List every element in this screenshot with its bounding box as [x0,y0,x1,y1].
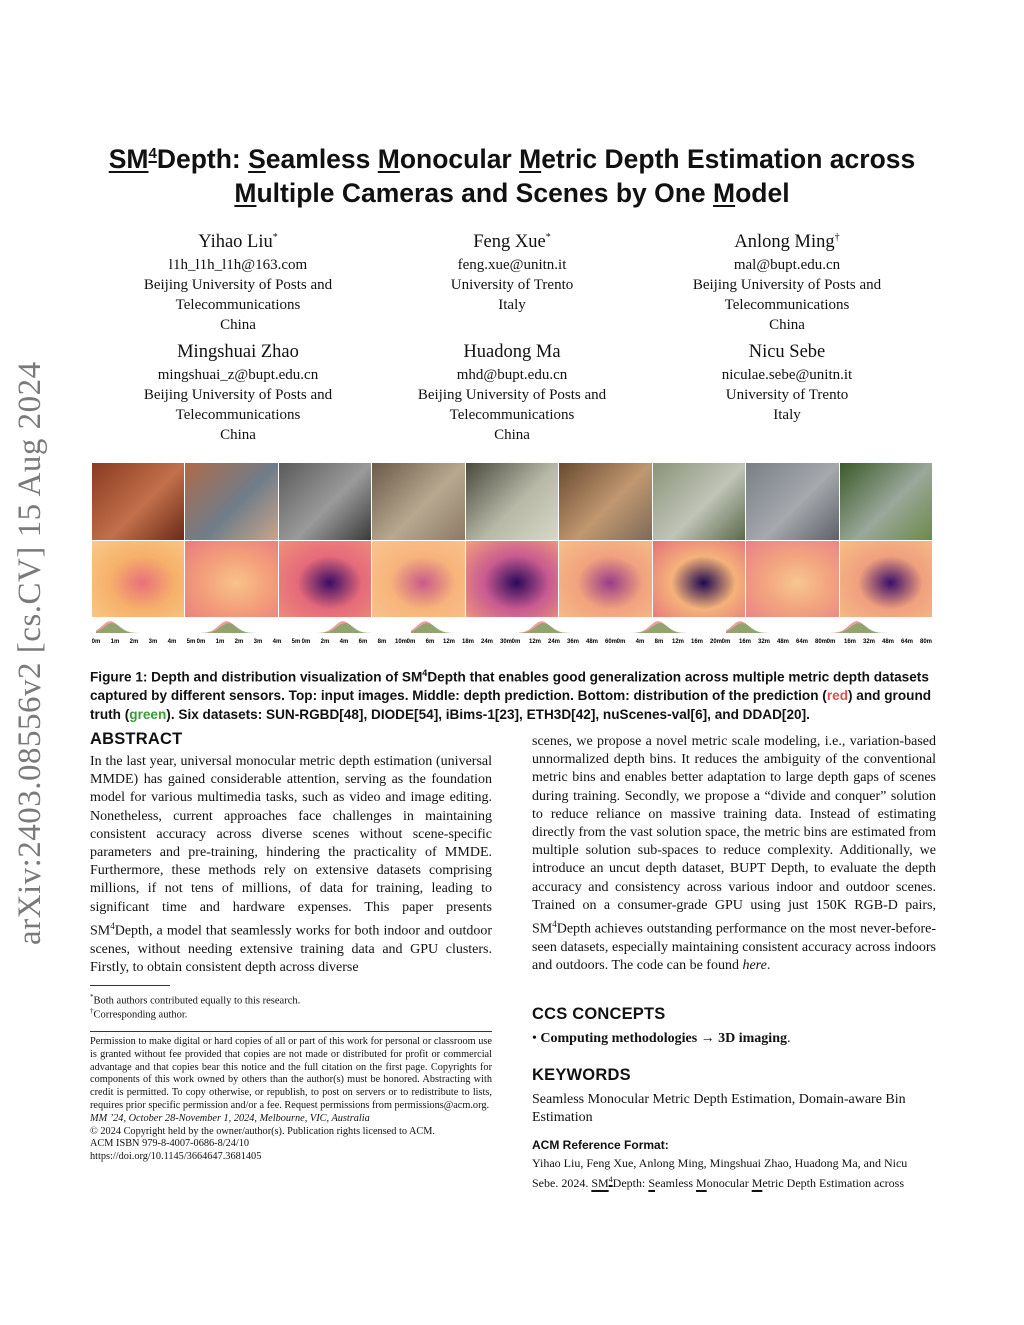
author-email: mingshuai_z@bupt.edu.cn [157,367,319,383]
venue-line: MM ’24, October 28-November 1, 2024, Melbourne, VIC, Australia [90,1112,370,1124]
ref-part: M [696,1175,707,1190]
ref-sup: 4 [608,1174,613,1184]
abstract-part: Depth, a model that seamlessly works for both indoor and outdoor scenes, without needing extensive training data and GPU clusters. Firstly, to obtain consistent depth across diverse [90,923,492,975]
author-email: niculae.sebe@unitn.it [721,367,853,383]
histogram-tick-label: 24m [480,639,494,645]
caption-text: ) and ground truth ( [90,688,932,722]
input-image-3 [279,463,371,540]
footnote-mark: * [90,993,94,1001]
author-affiliation: Telecommunications [175,297,301,314]
author-affiliation: Beijing University of Posts and [143,387,333,403]
histogram-tick-label: 80m [814,639,828,645]
histogram-tick-label: 8m [377,639,387,645]
abstract-part: Depth achieves outstanding performance on the most never-before-seen datasets, especially maintaining consistent accuracy across indoors and outdoors. The code can be found [532,921,936,974]
abstract-right-column [532,733,936,975]
author-affiliation: Beijing University of Posts and [143,277,333,294]
histogram-tick-label: 0m [301,639,311,645]
caption-sup: 4 [422,668,428,678]
keywords-heading: KEYWORDS [532,1066,631,1084]
permission-block [90,1036,492,1164]
reference-format-line [532,1172,936,1192]
footnote-text: Corresponding author. [93,1009,188,1021]
author-block [657,339,917,425]
author-mark: † [834,232,840,243]
histogram-tick-label: 12m [442,639,456,645]
abstract-left-column [90,730,492,977]
histogram-tick-label: 8m [654,639,664,645]
caption-green-word: green [129,706,167,722]
histogram-tick-label: 24m [547,639,561,645]
author-name: Yihao Liu [198,232,273,253]
histogram-tick-label: 2m [320,639,330,645]
histogram-tick-label: 36m [566,639,580,645]
title-sm: SM [108,143,149,174]
depth-map-6 [559,541,651,617]
author-block [657,225,917,335]
title-part: onocular [399,143,520,174]
author-affiliation: Beijing University of Posts and [692,277,882,294]
histogram-tick-label: 3m [253,639,263,645]
author-affiliation: University of Trento [725,387,849,403]
ccs-section [532,1005,936,1048]
author-country: China [220,427,256,443]
histogram-tick-label: 12m [528,639,542,645]
footnote-text: Both authors contributed equally to this research. [93,995,301,1007]
histogram-tick-label: 0m [721,639,731,645]
author-email: mal@bupt.edu.cn [733,257,841,274]
reference-format-line: Yihao Liu, Feng Xue, Anlong Ming, Mingshuai Zhao, Huadong Ma, and Nicu [532,1156,908,1170]
isbn-line: ACM ISBN 979-8-4007-0686-8/24/10 [90,1138,250,1150]
ref-part: onocular [706,1175,752,1190]
histogram-tick-label: 30m [499,639,513,645]
arxiv-stamp: arXiv:2403.08556v2 [cs.CV] 15 Aug 2024 [12,361,48,945]
title-s: S [248,143,266,174]
histogram-tick-label: 16m [690,639,704,645]
histogram-tick-label: 20m [709,639,723,645]
keywords-text: Seamless Monocular Metric Depth Estimation, Domain-aware Bin Estimation [532,1092,906,1126]
title-m: M [519,143,542,174]
ground-truth-distribution-3 [306,623,401,633]
permission-text: Permission to make digital or hard copies of all or part of this work for personal or classroom use is granted without fee provided that copies are not made or distributed for profit or commercial advantage and that copies bear this notice and the full citation on the first page. Copyrights for components of this work owned by others than the author(s) must be honored. Abstracting with credit is permitted. To copy otherwise, or republish, to post on servers or to redistribute to lists, requires prior specific permission and/or a fee. Request permissions from permissions@acm.org. [90,1036,492,1111]
input-image-7 [653,463,745,540]
permission-rule [90,1031,492,1032]
keywords-section [532,1066,936,1127]
ref-part: S [648,1175,656,1190]
ref-part: Depth: [612,1175,649,1190]
depth-map-5 [466,541,558,617]
footnote-corresponding [90,1004,187,1023]
paper-title [80,137,944,210]
ccs-bullet: • [532,1031,541,1046]
histogram-tick-label: 4m [272,639,282,645]
depth-map-9 [840,541,932,617]
title-m: M [377,143,400,174]
ref-part: SM [591,1175,609,1190]
histogram-tick-label: 0m [826,639,836,645]
histogram-tick-label: 64m [900,639,914,645]
reference-format-section [532,1138,936,1191]
histogram-tick-label: 10m [394,639,408,645]
abstract-continuation [532,733,936,975]
ground-truth-distribution-4 [411,623,506,633]
histogram-tick-label: 64m [795,639,809,645]
caption-text: Depth that enables good generalization across multiple metric depth datasets captured by different sensors. Top: input images. Middle: depth prediction. Bottom: distribution of the prediction ( [90,669,929,704]
ground-truth-distribution-6 [621,623,716,633]
caption-text: Figure 1: Depth and distribution visualization of SM [90,669,423,685]
author-country: Italy [773,407,801,423]
histogram-tick-label: 1m [110,639,120,645]
footnote-mark: † [90,1007,94,1015]
author-email: mhd@bupt.edu.cn [456,367,568,383]
depth-prediction-row [92,541,932,617]
histogram-tick-label: 0m [196,639,206,645]
ccs-item [532,1030,936,1048]
author-mark: * [272,232,278,243]
ground-truth-distribution-2 [201,623,296,633]
author-country: China [494,427,530,443]
copyright-line: © 2024 Copyright held by the owner/author(s). Publication rights licensed to ACM. [90,1125,436,1137]
histogram-tick-label: 60m [604,639,618,645]
abstract-sup: 4 [110,920,115,931]
author-country: China [769,317,805,334]
author-email: l1h_l1h_l1h@163.com [168,257,308,274]
ref-part: eamless [655,1175,697,1190]
histogram-tick-label: 80m [919,639,932,645]
histogram-tick-label: 4m [635,639,645,645]
code-link[interactable]: here [742,958,767,974]
reference-format-heading: ACM Reference Format: [532,1138,669,1152]
author-affiliation: Beijing University of Posts and [417,387,607,403]
author-affiliation: Telecommunications [449,407,575,423]
author-affiliation: Telecommunications [724,297,850,314]
figure-1 [92,463,932,645]
input-image-5 [466,463,558,540]
histogram-tick-label: 16m [843,639,857,645]
depth-map-2 [185,541,277,617]
histogram-tick-label: 3m [148,639,158,645]
ccs-end: . [786,1031,791,1046]
author-name: Anlong Ming [734,232,835,253]
author-affiliation: University of Trento [450,277,574,294]
author-block [382,339,642,445]
title-sup: 4 [148,145,157,162]
author-email: feng.xue@unitn.it [457,257,567,274]
depth-map-8 [746,541,838,617]
input-image-row [92,463,932,540]
abstract-part: In the last year, universal monocular metric depth estimation (universal MMDE) has gained considerable attention, serving as the foundation model for various multimedia tasks, such as video and image editing. Nonetheless, current approaches face challenges in maintaining consistent accuracy across diverse scenes without scene-specific parameters and pre-training, hindering the practicality of MMDE. Furthermore, these methods rely on extensive datasets comprising millions, if not tens of millions, of data for training, leading to significant time and hardware expenses. This paper presents SM [90,754,492,939]
histogram-tick-label: 6m [425,639,435,645]
histogram-tick-label: 12m [671,639,685,645]
ref-part: Sebe. 2024. [532,1175,592,1190]
title-m: M [713,177,736,208]
ground-truth-distribution-7 [726,623,821,633]
histogram-tick-label: 48m [881,639,895,645]
ground-truth-distribution-1 [96,623,191,633]
title-part: eamless [265,143,378,174]
histogram-tick-label: 48m [776,639,790,645]
ref-part: etric Depth Estimation across [762,1175,904,1190]
author-country: Italy [498,297,526,314]
ccs-heading: CCS CONCEPTS [532,1005,666,1023]
abstract-sup: 4 [552,919,557,930]
histogram-tick-label: 4m [167,639,177,645]
author-name: Nicu Sebe [748,342,826,362]
histogram-tick-label: 16m [738,639,752,645]
depth-map-7 [653,541,745,617]
histogram-tick-label: 32m [862,639,876,645]
abstract-part: . [766,958,771,974]
histogram-tick-label: 0m [92,639,101,645]
histogram-tick-label: 32m [757,639,771,645]
depth-map-1 [92,541,184,617]
distribution-histogram-row [92,617,932,645]
input-image-9 [840,463,932,540]
depth-map-4 [372,541,464,617]
title-part: Depth: [156,143,249,174]
histogram-tick-label: 1m [215,639,225,645]
author-country: China [220,317,256,334]
author-block [108,339,368,445]
depth-map-3 [279,541,371,617]
histogram-tick-label: 2m [234,639,244,645]
input-image-8 [746,463,838,540]
abstract-part: scenes, we propose a novel metric scale modeling, i.e., variation-based unnormalized depth bins. It reduces the ambiguity of the conventional metric bins and enables better adaptation to large depth gaps of scenes during training. Secondly, we propose a “divide and conquer” solution to reduce reliance on massive training data. Instead of estimating directly from the vast solution space, the metric bins are estimated from multiple solution sub-spaces to reduce complexity. Additionally, we introduce an uncut depth dataset, BUPT Depth, to evaluate the depth accuracy and consistency across various indoor and outdoor scenes. Trained on a consumer-grade GPU using just 150K RGB-D pairs, SM [532,734,936,937]
ccs-concept: Computing methodologies → 3D imaging [540,1031,787,1046]
histogram-tick-label: 0m [406,639,416,645]
author-mark: * [545,232,551,243]
title-part: ultiple Cameras and Scenes by One [256,177,714,208]
input-image-6 [559,463,651,540]
caption-text: ). Six datasets: SUN-RGBD[48], DIODE[54], iBims-1[23], ETH3D[42], nuScenes-val[6], and DDAD[20]. [166,706,810,722]
author-block [382,225,642,315]
input-image-2 [185,463,277,540]
ref-part: M [751,1175,763,1190]
histogram-tick-label: 4m [339,639,349,645]
histogram-tick-label: 48m [585,639,599,645]
author-name: Feng Xue [473,232,546,253]
ground-truth-distribution-8 [831,623,926,633]
histogram-tick-label: 2m [129,639,139,645]
histogram-tick-label: 0m [511,639,521,645]
abstract-text [90,753,492,977]
histogram-tick-label: 5m [186,639,196,645]
author-name: Huadong Ma [463,342,561,362]
caption-red-word: red [826,688,848,704]
ground-truth-distribution-5 [516,623,611,633]
footnote-rule [90,985,170,986]
abstract-heading: ABSTRACT [90,730,183,748]
title-part: odel [735,177,790,208]
author-block [108,225,368,335]
author-name: Mingshuai Zhao [177,342,299,362]
histogram-tick-label: 0m [616,639,626,645]
input-image-1 [92,463,184,540]
title-m: M [234,177,257,208]
histogram-tick-label: 18m [461,639,475,645]
figure-caption [90,664,935,724]
input-image-4 [372,463,464,540]
histogram-tick-label: 5m [291,639,301,645]
title-part: etric Depth Estimation across [541,143,916,174]
author-affiliation: Telecommunications [175,407,301,423]
doi-link[interactable]: https://doi.org/10.1145/3664647.3681405 [90,1151,262,1163]
histogram-tick-label: 6m [358,639,368,645]
